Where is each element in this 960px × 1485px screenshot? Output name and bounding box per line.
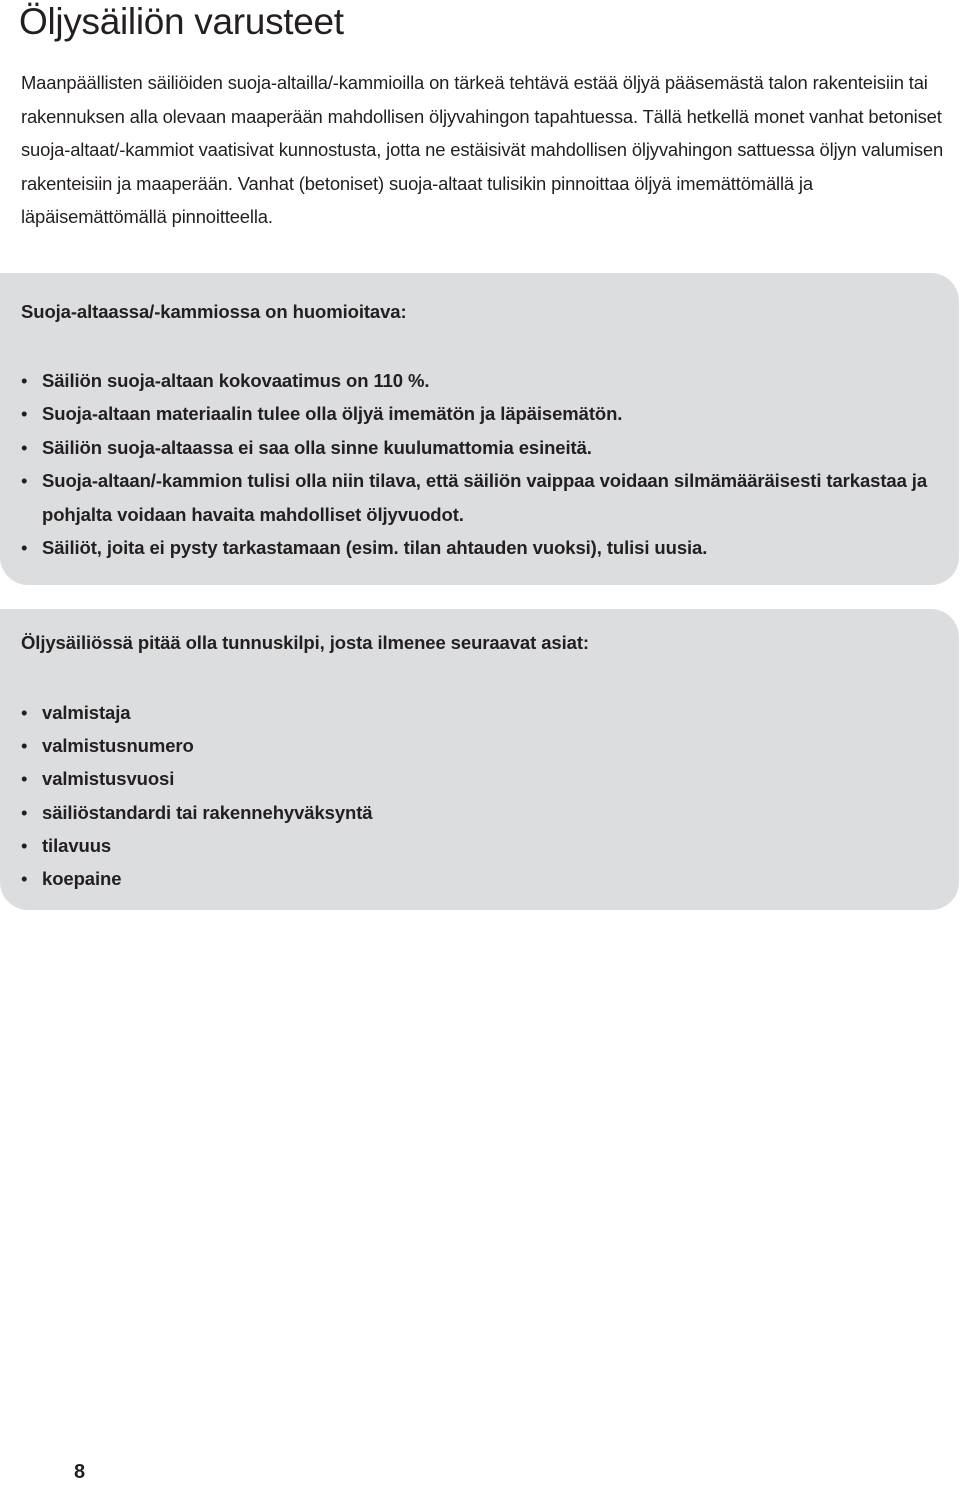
bullet-icon: • <box>21 436 28 458</box>
nameplate-box <box>0 609 959 910</box>
list-item <box>21 431 931 464</box>
bullet-icon: • <box>21 834 28 856</box>
list-item <box>21 696 931 729</box>
bullet-icon: • <box>21 768 28 790</box>
list-item <box>21 762 931 795</box>
list-item-text: koepaine <box>42 868 122 890</box>
nameplate-list <box>21 696 931 895</box>
bullet-icon: • <box>21 403 28 425</box>
bullet-icon: • <box>21 735 28 757</box>
list-item-text: valmistaja <box>42 702 131 723</box>
page-title: Öljysäiliön varusteet <box>19 1 344 42</box>
list-item-text: Säiliön suoja-altaan kokovaatimus on 110 %. <box>42 370 430 391</box>
pit-requirements-heading: Suoja-altaassa/-kammiossa on huomioitava: <box>21 301 407 322</box>
list-item <box>21 531 931 564</box>
bullet-icon: • <box>21 868 28 890</box>
list-item-text: tilavuus <box>42 834 112 856</box>
list-item-text: säiliöstandardi tai rakennehyväksyntä <box>42 801 373 823</box>
list-item-text: Säiliöt, joita ei pysty tarkastamaan (esim. tilan ahtauden vuoksi), tulisi uusia. <box>42 537 708 559</box>
list-item-text: Suoja-altaan/-kammion tulisi olla niin tilava, että säiliön vaippaa voidaan silmämääräisesti tarkastaa ja pohjalta voidaan havaita mahdolliset öljyvuodot. <box>42 470 928 525</box>
list-item <box>21 364 931 397</box>
list-item <box>21 862 931 895</box>
bullet-icon: • <box>21 470 28 492</box>
page-number: 8 <box>74 1461 86 1483</box>
bullet-icon: • <box>21 537 28 559</box>
list-item-text: valmistusvuosi <box>42 768 175 790</box>
bullet-icon: • <box>21 801 28 823</box>
intro-paragraph: Maanpäällisten säiliöiden suoja-altailla/-kammioilla on tärkeä tehtävä estää öljyä pääsemästä talon rakenteisiin tai rakennuksen alla olevaan maaperään mahdollisen öljyvahingon tapahtuessa. Tällä hetkellä monet vanhat betoniset suoja-altaat/-kammiot vaatisivat kunnostusta, jotta ne estäisivät mahdollisen öljyvahingon sattuessa öljyn valumisen rakenteisiin ja maaperään. Vanhat (betoniset) suoja-altaat tulisikin pinnoittaa öljyä imemättömällä ja läpäisemättömällä pinnoitteella. <box>21 72 944 227</box>
list-item <box>21 796 931 829</box>
list-item-text: Suoja-altaan materiaalin tulee olla öljyä imemätön ja läpäisemätön. <box>42 403 623 425</box>
list-item <box>21 397 931 430</box>
list-item-text: Säiliön suoja-altaassa ei saa olla sinne kuulumattomia esineitä. <box>42 436 592 458</box>
bullet-icon: • <box>21 702 28 723</box>
list-item <box>21 829 931 862</box>
nameplate-heading: Öljysäiliössä pitää olla tunnuskilpi, josta ilmenee seuraavat asiat: <box>21 632 589 653</box>
bullet-icon: • <box>21 370 28 391</box>
pit-requirements-list <box>21 364 931 564</box>
list-item-text: valmistusnumero <box>42 735 194 757</box>
list-item <box>21 729 931 762</box>
list-item <box>21 464 931 531</box>
pit-requirements-box <box>0 273 959 585</box>
